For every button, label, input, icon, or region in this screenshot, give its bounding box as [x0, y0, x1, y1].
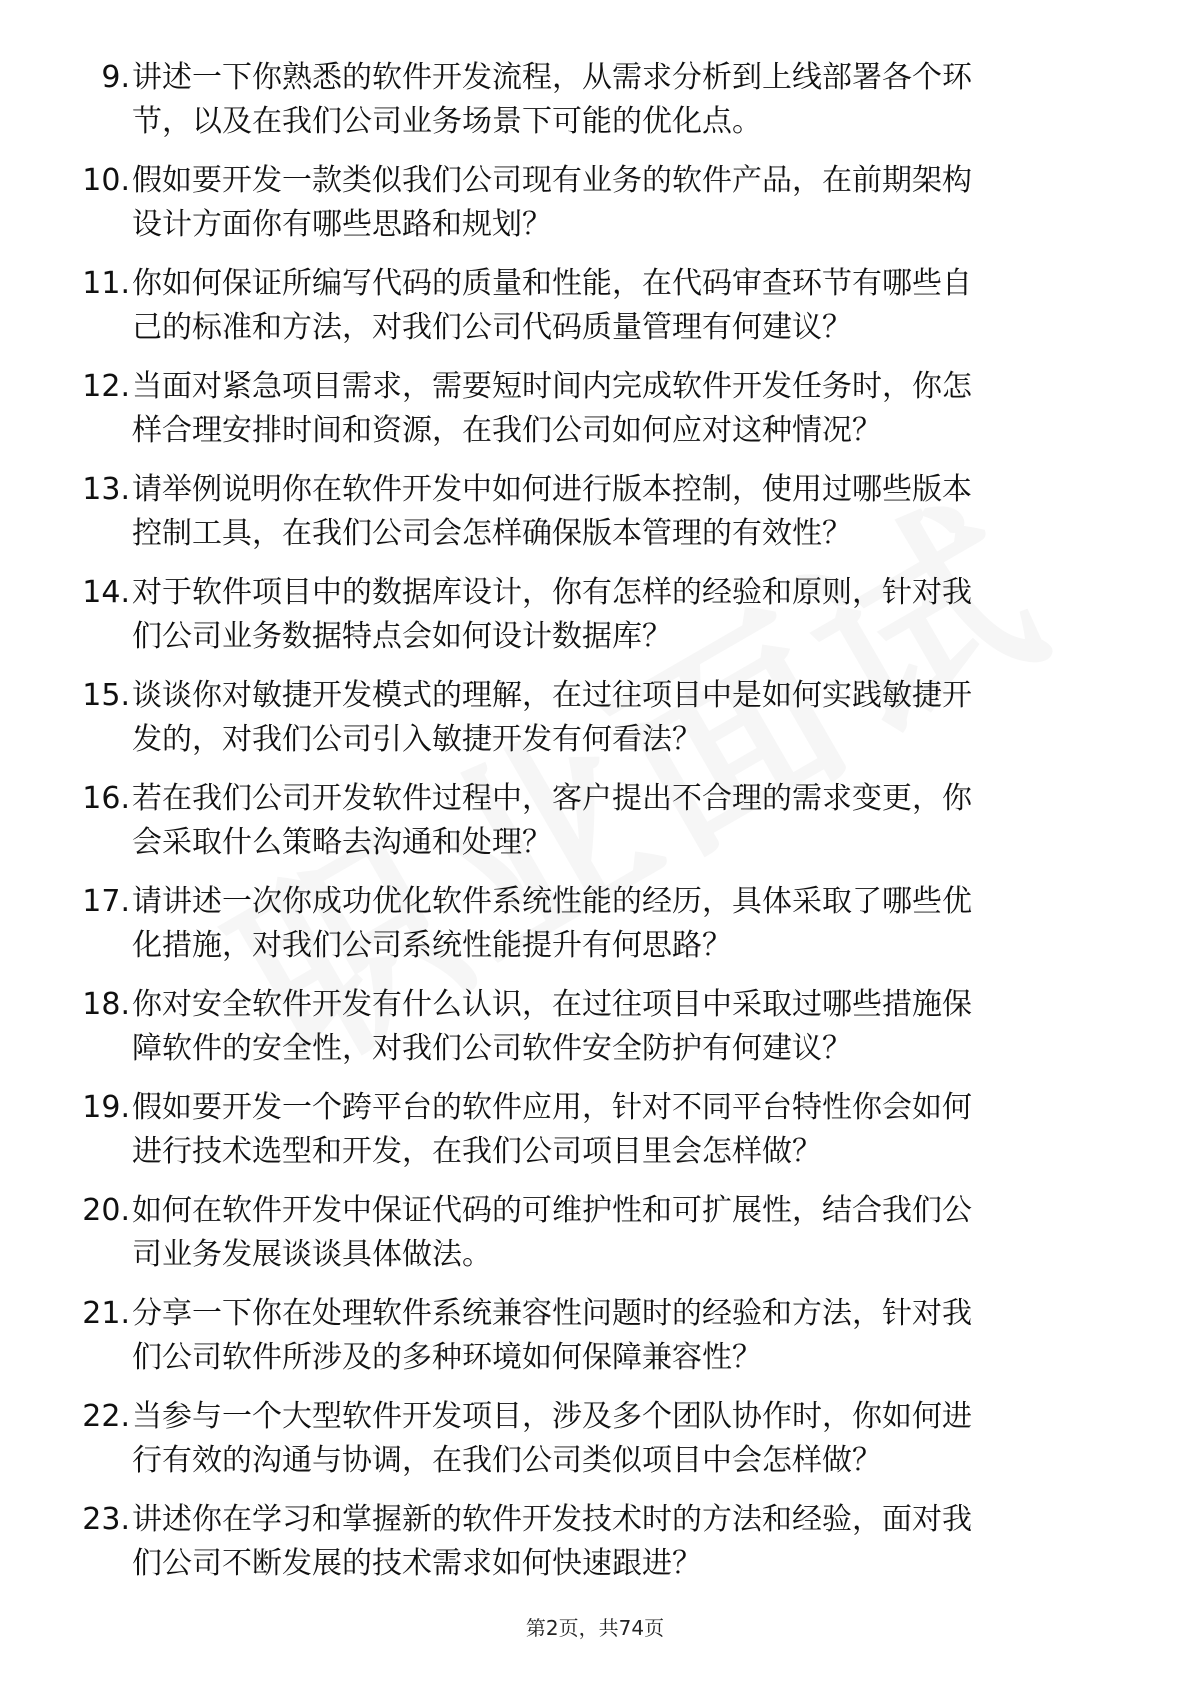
question-line: 假如要开发一款类似我们公司现有业务的软件产品，在前期架构 [132, 163, 972, 198]
question-line: 当面对紧急项目需求，需要短时间内完成软件开发任务时，你怎 [132, 369, 972, 404]
list-item [0, 769, 1190, 860]
question-line: 发的，对我们公司引入敏捷开发有何看法？ [132, 722, 702, 757]
question-line: 分享一下你在处理软件系统兼容性问题时的经验和方法，针对我 [132, 1296, 972, 1331]
question-line: 化措施，对我们公司系统性能提升有何思路？ [132, 928, 732, 963]
question-number: 12. [82, 369, 130, 404]
question-text [132, 56, 1120, 144]
list-item [0, 1490, 1190, 1581]
question-text [132, 1086, 1120, 1174]
question-number: 13. [82, 472, 130, 507]
question-text [132, 1292, 1120, 1380]
question-text [132, 880, 1120, 968]
question-line: 假如要开发一个跨平台的软件应用，针对不同平台特性你会如何 [132, 1090, 972, 1125]
question-text [132, 983, 1120, 1071]
question-number: 23. [82, 1502, 130, 1537]
question-number: 20. [82, 1193, 130, 1228]
list-item [0, 666, 1190, 757]
question-line: 会采取什么策略去沟通和处理？ [132, 825, 552, 860]
list-item [0, 254, 1190, 345]
list-item [0, 1387, 1190, 1478]
question-number: 19. [82, 1090, 130, 1125]
page-indicator: 第2页，共74页 [525, 1616, 665, 1640]
question-text [132, 365, 1120, 453]
question-line: 节，以及在我们公司业务场景下可能的优化点。 [132, 104, 762, 139]
question-line: 若在我们公司开发软件过程中，客户提出不合理的需求变更，你 [132, 781, 972, 816]
question-text [132, 571, 1120, 659]
question-line: 对于软件项目中的数据库设计，你有怎样的经验和原则，针对我 [132, 575, 972, 610]
question-number: 22. [82, 1399, 130, 1434]
question-number: 10. [82, 163, 130, 198]
list-item [0, 563, 1190, 654]
question-line: 请讲述一次你成功优化软件系统性能的经历，具体采取了哪些优 [132, 884, 972, 919]
question-line: 样合理安排时间和资源，在我们公司如何应对这种情况？ [132, 413, 882, 448]
question-text [132, 674, 1120, 762]
question-line: 控制工具，在我们公司会怎样确保版本管理的有效性？ [132, 516, 852, 551]
question-line: 当参与一个大型软件开发项目，涉及多个团队协作时，你如何进 [132, 1399, 972, 1434]
question-text [132, 1395, 1120, 1483]
question-number: 18. [82, 987, 130, 1022]
question-line: 你如何保证所编写代码的质量和性能，在代码审查环节有哪些自 [132, 266, 972, 301]
question-number: 11. [82, 266, 130, 301]
question-number: 15. [82, 678, 130, 713]
question-line: 己的标准和方法，对我们公司代码质量管理有何建议？ [132, 310, 852, 345]
question-line: 如何在软件开发中保证代码的可维护性和可扩展性，结合我们公 [132, 1193, 972, 1228]
question-line: 进行技术选型和开发，在我们公司项目里会怎样做？ [132, 1134, 822, 1169]
question-line: 行有效的沟通与协调，在我们公司类似项目中会怎样做？ [132, 1443, 882, 1478]
question-number: 17. [82, 884, 130, 919]
question-number: 16. [82, 781, 130, 816]
question-number: 21. [82, 1296, 130, 1331]
question-text [132, 262, 1120, 350]
question-line: 讲述你在学习和掌握新的软件开发技术时的方法和经验，面对我 [132, 1502, 972, 1537]
question-text [132, 777, 1120, 865]
list-item [0, 357, 1190, 448]
question-line: 谈谈你对敏捷开发模式的理解，在过往项目中是如何实践敏捷开 [132, 678, 972, 713]
question-line: 司业务发展谈谈具体做法。 [132, 1237, 492, 1272]
list-item [0, 1284, 1190, 1375]
list-item [0, 48, 1190, 139]
list-item [0, 975, 1190, 1066]
question-line: 障软件的安全性，对我们公司软件安全防护有何建议？ [132, 1031, 852, 1066]
list-item [0, 1078, 1190, 1169]
question-line: 请举例说明你在软件开发中如何进行版本控制，使用过哪些版本 [132, 472, 972, 507]
question-number: 14. [82, 575, 130, 610]
question-line: 你对安全软件开发有什么认识，在过往项目中采取过哪些措施保 [132, 987, 972, 1022]
question-line: 们公司业务数据特点会如何设计数据库？ [132, 619, 672, 654]
question-list [0, 48, 1190, 1593]
question-line: 讲述一下你熟悉的软件开发流程，从需求分析到上线部署各个环 [132, 60, 972, 95]
question-line: 们公司软件所涉及的多种环境如何保障兼容性？ [132, 1340, 762, 1375]
question-text [132, 1498, 1120, 1586]
question-text [132, 159, 1120, 247]
question-line: 们公司不断发展的技术需求如何快速跟进？ [132, 1546, 702, 1581]
list-item [0, 460, 1190, 551]
question-line: 设计方面你有哪些思路和规划？ [132, 207, 552, 242]
list-item [0, 872, 1190, 963]
question-text [132, 1189, 1120, 1277]
question-number: 9. [101, 60, 130, 95]
list-item [0, 1181, 1190, 1272]
question-text [132, 468, 1120, 556]
list-item [0, 151, 1190, 242]
